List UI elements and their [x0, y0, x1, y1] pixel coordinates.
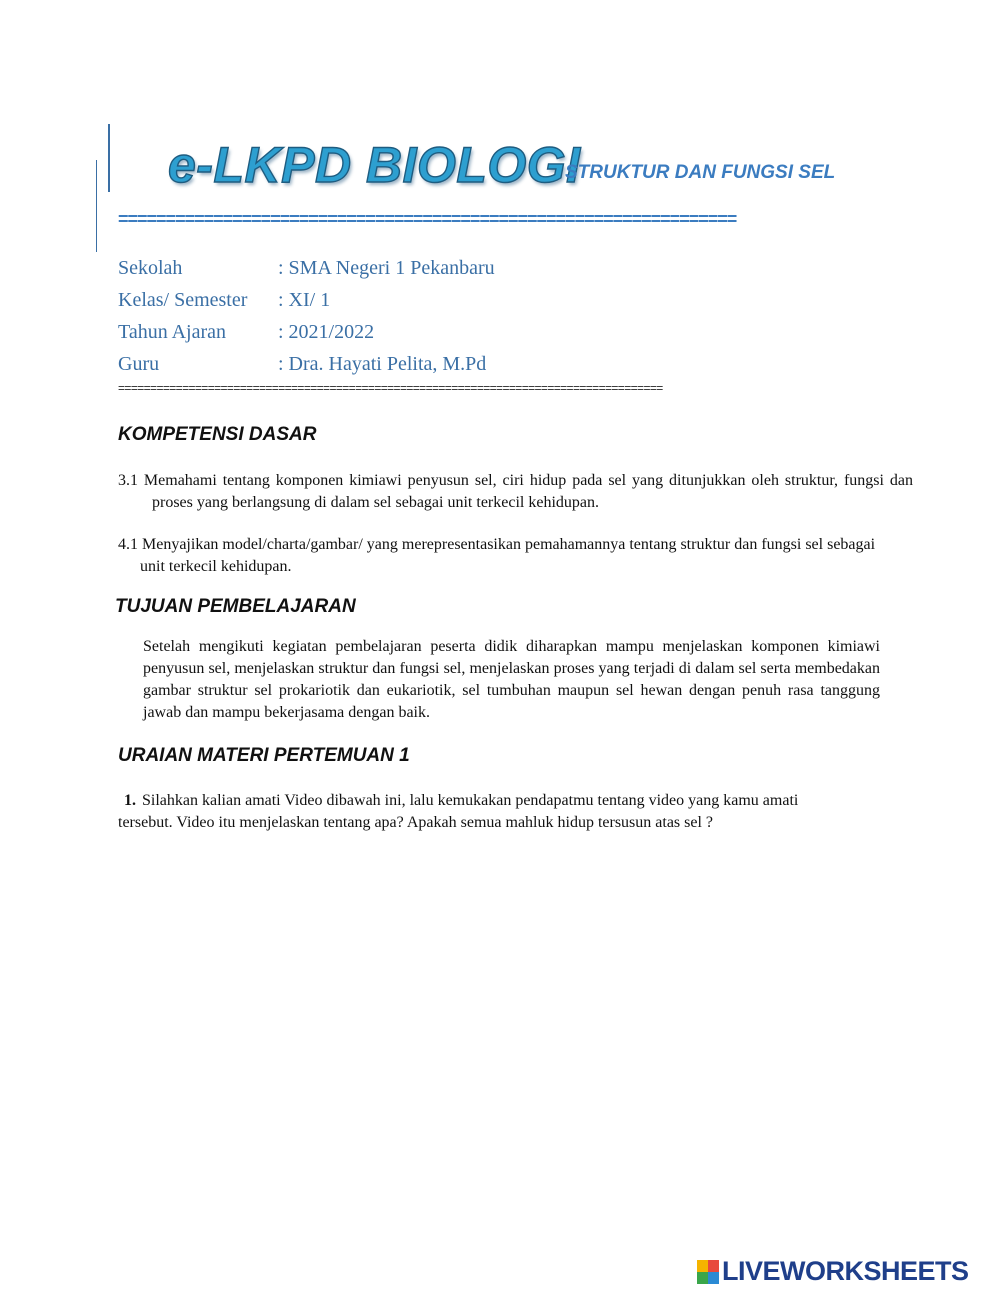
left-margin-line	[108, 124, 110, 192]
uraian-question-1	[118, 790, 848, 834]
question-text: Silahkan kalian amati Video dibawah ini, lalu kemukakan pendapatmu tentang video yang kamu amati tersebut. Video itu menjelaskan tentang apa? Apakah semua mahluk hidup tersusun atas sel ?	[118, 792, 799, 831]
info-row-sekolah	[118, 257, 495, 280]
info-row-kelas	[118, 289, 330, 312]
logo-square	[708, 1260, 719, 1272]
info-value: : 2021/2022	[278, 321, 375, 343]
left-margin-line-2	[96, 160, 97, 252]
document-subtitle: STRUKTUR DAN FUNGSI SEL	[565, 162, 836, 183]
info-label: Guru	[118, 353, 160, 375]
logo-square	[697, 1260, 708, 1272]
info-row-tahun	[118, 321, 374, 344]
heading-kompetensi-dasar: KOMPETENSI DASAR	[118, 424, 317, 445]
liveworksheets-brand	[697, 1256, 969, 1287]
kompetensi-item-4-1: 4.1 Menyajikan model/charta/gambar/ yang merepresentasikan pemahamannya tentang struktur dan fungsi sel sebagai unit terkecil kehidupan.	[118, 536, 876, 575]
kompetensi-item-3-1: 3.1 Memahami tentang komponen kimiawi penyusun sel, ciri hidup pada sel yang ditunjukkan oleh struktur, fungsi dan proses yang berlangsung di dalam sel sebagai unit terkecil kehidupan.	[118, 472, 913, 511]
info-label: Sekolah	[118, 257, 183, 279]
divider-bottom: =====================================================================================	[118, 381, 663, 395]
logo-square	[697, 1272, 708, 1284]
info-value: : XI/ 1	[278, 289, 331, 311]
tujuan-paragraph: Setelah mengikuti kegiatan pembelajaran peserta didik diharapkan mampu menjelaskan komponen kimiawi penyusun sel, menjelaskan struktur dan fungsi sel, menjelaskan proses yang terjadi di dalam sel serta membedakan gambar struktur sel prokariotik dan eukariotik, sel tumbuhan maupun sel hewan dengan penuh rasa tanggung jawab dan mampu bekerjasama dengan baik.	[143, 638, 880, 721]
info-value: : Dra. Hayati Pelita, M.Pd	[278, 353, 487, 375]
info-label: Tahun Ajaran	[118, 321, 227, 343]
brand-name: LIVEWORKSHEETS	[722, 1256, 969, 1286]
question-number: 1.	[124, 792, 136, 809]
divider-top: =================================================================	[118, 209, 737, 229]
info-value: : SMA Negeri 1 Pekanbaru	[278, 257, 495, 279]
logo-square	[708, 1272, 719, 1284]
heading-tujuan-pembelajaran: TUJUAN PEMBELAJARAN	[115, 596, 356, 617]
document-title: e-LKPD BIOLOGI	[168, 137, 581, 193]
heading-uraian-materi: URAIAN MATERI PERTEMUAN 1	[118, 745, 410, 766]
info-label: Kelas/ Semester	[118, 289, 248, 311]
info-row-guru	[118, 353, 486, 376]
liveworksheets-logo-icon	[697, 1260, 719, 1284]
